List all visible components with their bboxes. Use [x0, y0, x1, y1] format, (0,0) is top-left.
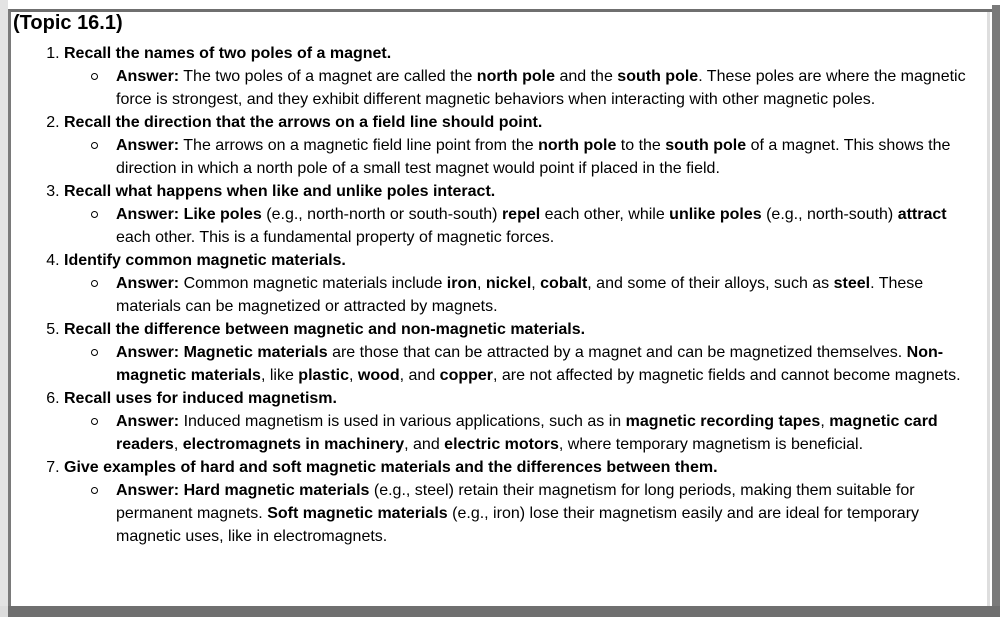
answer-item — [116, 479, 983, 548]
document-content — [13, 10, 983, 548]
answer-emphasis: unlike poles — [669, 206, 762, 223]
answer-emphasis: repel — [501, 206, 541, 223]
question-text: Recall the direction that the arrows on a field line should point. — [64, 114, 543, 131]
answer-text: (e.g., iron) lose their magnetism easily and are ideal for temporary magnetic uses, like in electromagnets. — [116, 505, 920, 545]
answer-emphasis: nickel — [485, 275, 532, 292]
question-item — [64, 111, 983, 180]
answer-text: each other. This is a fundamental property of magnetic forces. — [116, 229, 555, 246]
answer-text: . These poles are where the magnetic force is strongest, and they exhibit different magnetic behaviors when interacting with other magnetic poles. — [116, 68, 966, 108]
answer-emphasis: cobalt — [540, 275, 588, 292]
answer-emphasis: copper — [439, 367, 494, 384]
answer-list — [64, 479, 983, 548]
question-text: Recall the names of two poles of a magnet. — [64, 45, 392, 62]
answer-text: , like — [260, 367, 299, 384]
frame-right-border — [992, 5, 1000, 617]
answer-item — [116, 65, 983, 111]
answer-text: , where temporary magnetism is beneficial. — [558, 436, 864, 453]
question-text: Identify common magnetic materials. — [64, 252, 346, 269]
answer-emphasis: Soft magnetic materials — [267, 505, 448, 522]
answer-emphasis: wood — [357, 367, 400, 384]
question-text: Recall the difference between magnetic and non-magnetic materials. — [64, 321, 586, 338]
question-text: Recall uses for induced magnetism. — [64, 390, 337, 407]
frame-right-inner-bevel — [987, 12, 990, 608]
answer-list — [64, 410, 983, 456]
answer-text: of a magnet. This shows the direction in which a north pole of a small test magnet would point if placed in the field. — [116, 137, 951, 177]
answer-text: Induced magnetism is used in various applications, such as in — [179, 413, 626, 430]
answer-emphasis: Answer: — [116, 275, 180, 292]
question-item — [64, 456, 983, 548]
answer-emphasis: steel — [833, 275, 871, 292]
answer-emphasis: Answer: Magnetic materials — [116, 344, 328, 361]
answer-emphasis: plastic — [298, 367, 349, 384]
answer-list — [64, 134, 983, 180]
answer-item — [116, 272, 983, 318]
question-text: Recall what happens when like and unlike poles interact. — [64, 183, 496, 200]
answer-text: to the — [616, 137, 666, 154]
frame-left-bevel — [0, 0, 8, 617]
question-item — [64, 318, 983, 387]
answer-emphasis: Answer: — [116, 68, 180, 85]
answer-text: (e.g., steel) retain their magnetism for long periods, making them suitable for permanent magnets. — [116, 482, 915, 522]
answer-emphasis: Answer: Like poles — [116, 206, 262, 223]
answer-text: The arrows on a magnetic field line point from the — [179, 137, 539, 154]
answer-emphasis: magnetic card readers — [116, 413, 938, 453]
answer-text: . These materials can be magnetized or attracted by magnets. — [116, 275, 924, 315]
answer-text: Common magnetic materials include — [179, 275, 447, 292]
answer-emphasis: electromagnets in machinery — [182, 436, 405, 453]
question-list — [13, 42, 983, 548]
answer-list — [64, 341, 983, 387]
answer-emphasis: Answer: Hard magnetic materials — [116, 482, 370, 499]
frame-top-margin — [0, 0, 1000, 8]
answer-text: , and — [399, 367, 440, 384]
question-item — [64, 180, 983, 249]
answer-text: each other, while — [540, 206, 670, 223]
answer-text: , are not affected by magnetic fields and cannot become magnets. — [493, 367, 961, 384]
answer-text: The two poles of a magnet are called the — [179, 68, 477, 85]
answer-text: , and — [404, 436, 445, 453]
answer-text: (e.g., north-north or south-south) — [261, 206, 502, 223]
question-item — [64, 249, 983, 318]
answer-emphasis: Answer: — [116, 137, 180, 154]
answer-emphasis: Answer: — [116, 413, 180, 430]
answer-list — [64, 272, 983, 318]
answer-item — [116, 203, 983, 249]
answer-text: , and some of their alloys, such as — [587, 275, 834, 292]
answer-item — [116, 341, 983, 387]
answer-emphasis: south pole — [665, 137, 747, 154]
answer-emphasis: attract — [897, 206, 947, 223]
answer-text: , — [531, 275, 541, 292]
answer-text: (e.g., north-south) — [761, 206, 898, 223]
question-item — [64, 42, 983, 111]
answer-emphasis: electric motors — [444, 436, 559, 453]
answer-list — [64, 203, 983, 249]
frame-corner — [0, 606, 8, 617]
answer-text: , — [173, 436, 183, 453]
answer-text: and the — [555, 68, 618, 85]
answer-emphasis: magnetic recording tapes — [625, 413, 821, 430]
question-item — [64, 387, 983, 456]
answer-item — [116, 410, 983, 456]
question-text: Give examples of hard and soft magnetic materials and the differences between them. — [64, 459, 718, 476]
answer-list — [64, 65, 983, 111]
answer-text: , — [477, 275, 486, 292]
frame-bottom-border — [8, 606, 1000, 617]
answer-text: are those that can be attracted by a magnet and can be magnetized themselves. — [327, 344, 907, 361]
answer-emphasis: south pole — [617, 68, 699, 85]
answer-emphasis: iron — [446, 275, 478, 292]
answer-emphasis: Non-magnetic materials — [116, 344, 944, 384]
topic-heading: (Topic 16.1) — [13, 12, 123, 34]
answer-emphasis: north pole — [476, 68, 556, 85]
answer-item — [116, 134, 983, 180]
answer-text: , — [820, 413, 830, 430]
answer-emphasis: north pole — [538, 137, 617, 154]
answer-text: , — [348, 367, 358, 384]
